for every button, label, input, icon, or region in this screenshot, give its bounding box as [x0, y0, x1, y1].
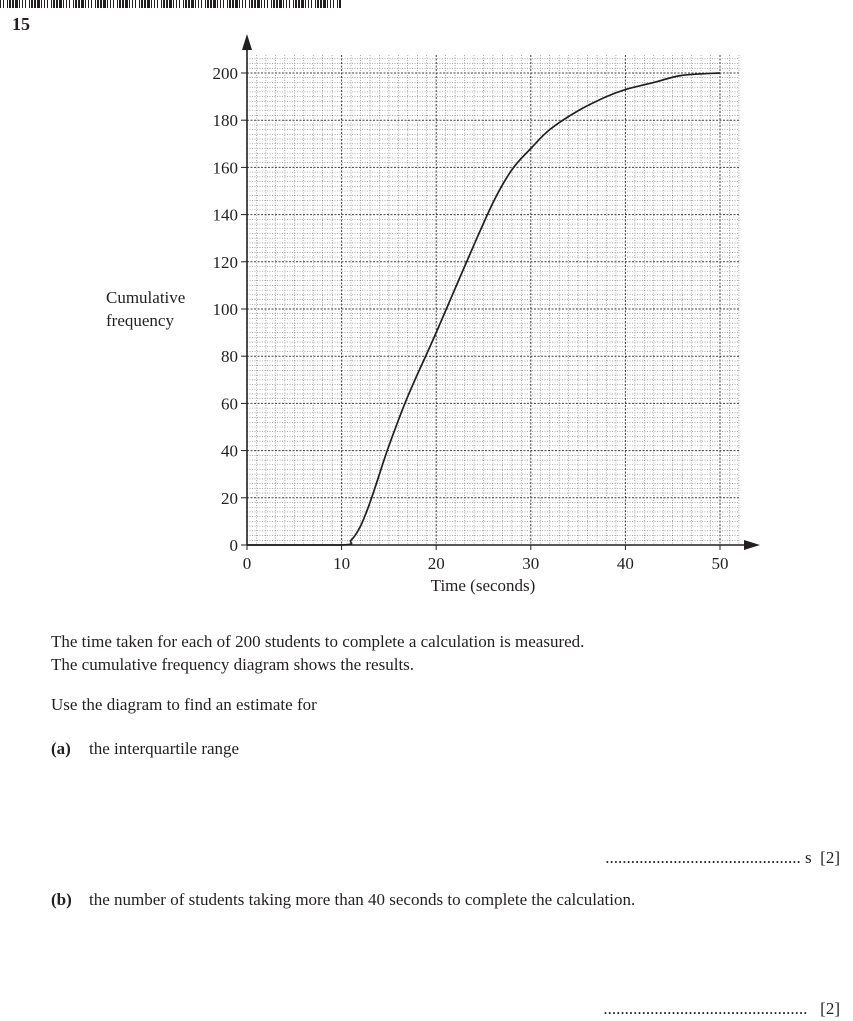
barcode-bar: [147, 0, 150, 8]
y-axis-label-line-1: Cumulative: [106, 288, 186, 307]
barcode-bar: [110, 0, 111, 8]
barcode-bar: [279, 0, 282, 8]
barcode-bar: [191, 0, 194, 8]
barcode-bar: [3, 0, 4, 8]
barcode-bar: [161, 0, 162, 8]
barcode-bar: [166, 0, 168, 8]
question-number: 15: [12, 14, 30, 34]
barcode-bar: [132, 0, 133, 8]
barcode-bar: [95, 0, 96, 8]
barcode-bar: [220, 0, 221, 8]
y-tick-label: 120: [212, 252, 238, 272]
y-tick-label: 40: [221, 441, 238, 461]
x-axis-label: Time (seconds): [430, 576, 536, 595]
barcode-bar: [232, 0, 234, 8]
barcode-bar: [12, 0, 14, 8]
y-tick-label: 80: [221, 347, 238, 367]
barcode-bar: [29, 0, 30, 8]
barcode-bar: [264, 0, 265, 8]
barcode-bar: [327, 0, 328, 8]
barcode-bar: [295, 0, 297, 8]
x-tick-label: 0: [242, 554, 252, 573]
barcode-bar: [163, 0, 165, 8]
barcode-bar: [125, 0, 128, 8]
barcode-bar: [44, 0, 45, 8]
y-tick-label: 200: [212, 64, 238, 83]
barcode-bar: [333, 0, 334, 8]
barcode-bar: [188, 0, 190, 8]
barcode-bar: [91, 0, 92, 8]
barcode-bar: [179, 0, 180, 8]
barcode-bar: [305, 0, 306, 8]
barcode-bar: [293, 0, 294, 8]
barcode-bar: [100, 0, 102, 8]
barcode-bar: [251, 0, 253, 8]
barcode-bar: [141, 0, 143, 8]
barcode-bar: [19, 0, 20, 8]
barcode-bar: [267, 0, 268, 8]
part-a-answer-line[interactable]: .............................................. s [2]: [605, 848, 840, 867]
barcode-bar: [135, 0, 136, 8]
barcode-bar: [15, 0, 18, 8]
barcode-bar: [207, 0, 209, 8]
x-tick-label: 50: [711, 554, 729, 573]
barcode-bar: [63, 0, 64, 8]
barcode-bar: [183, 0, 184, 8]
barcode-bar: [53, 0, 55, 8]
barcode-bar: [254, 0, 256, 8]
barcode-bar: [34, 0, 36, 8]
barcode-bar: [119, 0, 121, 8]
part-b-text: the number of students taking more than 40 seconds to complete the calculation.: [89, 890, 636, 909]
barcode-bar: [81, 0, 84, 8]
barcode-bar: [117, 0, 118, 8]
barcode-bar: [157, 0, 158, 8]
part-b-label: (b): [51, 890, 72, 909]
barcode-bar: [217, 0, 218, 8]
y-axis-label: [106, 286, 185, 332]
barcode-bar: [201, 0, 202, 8]
y-tick-label: 140: [212, 205, 238, 225]
barcode-bar: [0, 0, 1, 8]
barcode-bar: [205, 0, 206, 8]
barcode-bar: [195, 0, 196, 8]
barcode-bar: [213, 0, 216, 8]
part-a: [51, 739, 239, 759]
barcode-bar: [122, 0, 124, 8]
barcode-bar: [239, 0, 240, 8]
barcode-bar: [176, 0, 177, 8]
barcode-bar: [185, 0, 187, 8]
barcode-bar: [31, 0, 33, 8]
question-intro: [51, 630, 584, 676]
barcode: [0, 0, 342, 8]
barcode-bar: [242, 0, 243, 8]
barcode-bar: [223, 0, 224, 8]
y-axis-label-line-2: frequency: [106, 311, 174, 330]
y-axis-arrowhead: [242, 34, 252, 50]
barcode-bar: [59, 0, 62, 8]
barcode-bar: [286, 0, 287, 8]
barcode-bar: [271, 0, 272, 8]
barcode-bar: [337, 0, 338, 8]
y-tick-label: 60: [221, 394, 238, 414]
barcode-bar: [25, 0, 26, 8]
barcode-bar: [308, 0, 309, 8]
barcode-bar: [37, 0, 40, 8]
instruction: Use the diagram to find an estimate for: [51, 695, 317, 714]
barcode-bar: [169, 0, 172, 8]
barcode-bar: [151, 0, 152, 8]
barcode-bar: [129, 0, 130, 8]
part-a-label: (a): [51, 739, 71, 758]
x-tick-label: 40: [616, 554, 634, 573]
barcode-bar: [88, 0, 89, 8]
barcode-bar: [298, 0, 300, 8]
barcode-bar: [317, 0, 319, 8]
barcode-bar: [113, 0, 114, 8]
barcode-bar: [229, 0, 231, 8]
barcode-bar: [69, 0, 70, 8]
barcode-bar: [339, 0, 341, 8]
barcode-bar: [75, 0, 77, 8]
part-b-answer-line[interactable]: ................................................ [2]: [603, 999, 840, 1018]
barcode-bar: [22, 0, 23, 8]
intro-line-1: The time taken for each of 200 students to complete a calculation is measured.: [51, 632, 585, 651]
barcode-bar: [7, 0, 8, 8]
barcode-bar: [315, 0, 316, 8]
barcode-bar: [320, 0, 322, 8]
barcode-bar: [227, 0, 228, 8]
x-tick-label: 30: [522, 554, 540, 573]
barcode-bar: [56, 0, 58, 8]
barcode-bar: [47, 0, 48, 8]
barcode-bar: [283, 0, 284, 8]
barcode-bar: [276, 0, 278, 8]
barcode-bar: [154, 0, 155, 8]
barcode-bar: [311, 0, 312, 8]
barcode-bar: [103, 0, 106, 8]
barcode-bar: [85, 0, 86, 8]
x-tick-label: 10: [333, 554, 351, 573]
barcode-bar: [107, 0, 108, 8]
barcode-bar: [323, 0, 326, 8]
barcode-bar: [235, 0, 238, 8]
intro-line-2: The cumulative frequency diagram shows the results.: [51, 655, 415, 674]
barcode-bar: [249, 0, 250, 8]
barcode-bar: [173, 0, 174, 8]
barcode-bar: [78, 0, 80, 8]
x-tick-label: 20: [427, 554, 445, 573]
barcode-bar: [210, 0, 212, 8]
y-tick-label: 0: [229, 536, 238, 555]
y-tick-label: 160: [212, 158, 238, 178]
barcode-bar: [66, 0, 67, 8]
barcode-bar: [261, 0, 262, 8]
barcode-bar: [257, 0, 260, 8]
barcode-bar: [9, 0, 11, 8]
part-b: [51, 890, 635, 910]
barcode-bar: [97, 0, 99, 8]
barcode-bar: [330, 0, 331, 8]
y-tick-label: 100: [212, 300, 238, 319]
barcode-bar: [144, 0, 146, 8]
barcode-bar: [245, 0, 246, 8]
barcode-bar: [301, 0, 304, 8]
barcode-bar: [273, 0, 275, 8]
barcode-bar: [139, 0, 140, 8]
barcode-bar: [198, 0, 199, 8]
barcode-bar: [73, 0, 74, 8]
part-a-text: the interquartile range: [89, 739, 240, 758]
y-tick-label: 20: [221, 488, 238, 508]
barcode-bar: [51, 0, 52, 8]
barcode-bar: [41, 0, 42, 8]
x-axis-arrowhead: [744, 540, 760, 550]
barcode-bar: [289, 0, 290, 8]
y-tick-label: 180: [212, 111, 238, 131]
